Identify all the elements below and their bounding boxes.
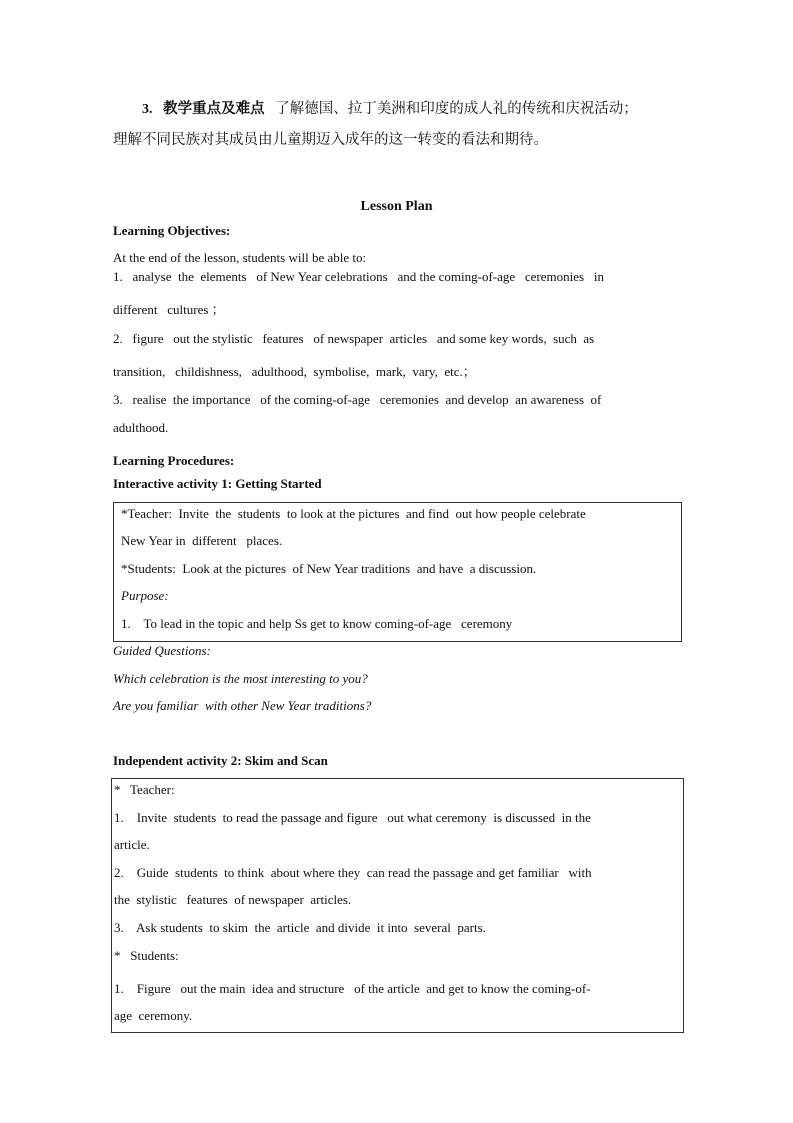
guided-question-1: Which celebration is the most interesting to you? — [113, 671, 368, 686]
activity-2-heading: Independent activity 2: Skim and Scan — [113, 753, 328, 768]
activity-2-item-1-line-1: 1. Invite students to read the passage and figure out what ceremony is discussed in the — [114, 810, 591, 825]
section-3-label: 教学重点及难点 — [163, 101, 265, 117]
objective-2-line-1: 2. figure out the stylistic features of newspaper articles and some key words, such as — [113, 331, 595, 346]
activity-1-heading: Interactive activity 1: Getting Started — [113, 476, 322, 491]
section-3-text-1: 了解德国、拉丁美洲和印度的成人礼的传统和庆祝活动； — [275, 101, 638, 117]
activity-2-item-1-line-2: article. — [114, 837, 150, 852]
procedures-heading: Learning Procedures: — [113, 453, 235, 468]
activity-2-item-2-line-1: 2. Guide students to think about where they can read the passage and get familiar with — [114, 865, 592, 880]
activity-2-student-item-1-line-2: age ceremony. — [114, 1008, 193, 1023]
guided-question-2: Are you familiar with other New Year traditions? — [113, 698, 372, 713]
activity-2-box — [111, 778, 684, 1033]
activity-1-teacher-line-1: *Teacher: Invite the students to look at the pictures and find out how people celebrate — [121, 506, 586, 521]
lesson-plan-title: Lesson Plan — [360, 199, 433, 214]
objective-3-line-1: 3. realise the importance of the coming-of-age ceremonies and develop an awareness of — [113, 392, 602, 407]
activity-2-students-label: * Students: — [114, 948, 179, 963]
guided-questions-label: Guided Questions: — [113, 643, 211, 658]
objective-1-line-1: 1. analyse the elements of New Year celebrations and the coming-of-age ceremonies in — [113, 269, 604, 284]
activity-1-teacher-line-2: New Year in different places. — [121, 533, 283, 548]
objectives-intro: At the end of the lesson, students will be able to: — [113, 250, 367, 265]
activity-2-teacher-label: * Teacher: — [114, 782, 175, 797]
section-3-number: 3. — [142, 102, 153, 117]
section-3-text-2: 理解不同民族对其成员由儿童期迈入成年的这一转变的看法和期待。 — [113, 132, 548, 148]
objective-1-line-2: different cultures ； — [113, 302, 225, 317]
activity-1-purpose-label: Purpose: — [121, 588, 169, 603]
activity-1-students-line: *Students: Look at the pictures of New Year traditions and have a discussion. — [121, 561, 537, 576]
activity-1-purpose-item: 1. To lead in the topic and help Ss get to know coming-of-age ceremony — [121, 616, 513, 631]
objective-2-line-2: transition, childishness, adulthood, symbolise, mark, vary, etc.； — [113, 364, 476, 379]
section-3-line-1 — [142, 97, 638, 118]
activity-2-item-2-line-2: the stylistic features of newspaper articles. — [114, 892, 352, 907]
activity-2-student-item-1-line-1: 1. Figure out the main idea and structure of the article and get to know the coming-of- — [114, 981, 591, 996]
activity-1-box — [113, 502, 682, 642]
activity-2-item-3: 3. Ask students to skim the article and divide it into several parts. — [114, 920, 486, 935]
objective-3-line-2: adulthood. — [113, 420, 169, 435]
objectives-heading: Learning Objectives: — [113, 223, 231, 238]
